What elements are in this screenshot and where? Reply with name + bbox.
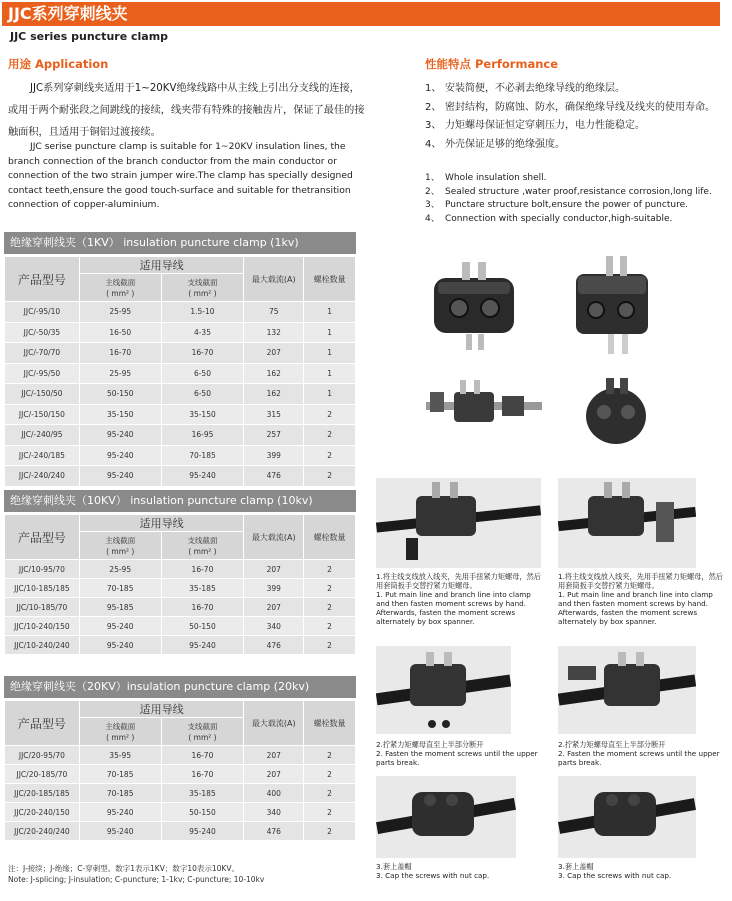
table-cell: 2 <box>304 822 356 841</box>
table-cell: 95-240 <box>79 425 161 446</box>
step2-text-a: 2.拧紧力矩螺母直至上半部分断开 2. Fasten the moment screws until the upper parts break. <box>376 740 538 767</box>
col-conductor: 适用导线 <box>79 257 243 274</box>
table-cell: JJC/-50/35 <box>5 322 80 343</box>
step2-photo-b <box>558 646 696 734</box>
product-photo-1 <box>424 256 544 356</box>
table-cell: 70-185 <box>79 765 161 784</box>
table-cell: 1 <box>304 343 356 364</box>
table-cell: 95-240 <box>161 636 244 655</box>
table-cell: 399 <box>244 579 304 598</box>
table-cell: 162 <box>244 363 304 384</box>
table-cell: 1.5-10 <box>161 302 244 323</box>
table-cell: 95-240 <box>79 617 161 636</box>
table-cell: JJC/10-240/240 <box>5 636 80 655</box>
performance-item: 4、 外壳保证足够的绝缘强度。 <box>425 138 565 150</box>
table-row <box>5 466 356 487</box>
table-cell: 70-185 <box>79 579 161 598</box>
table-cell: 257 <box>244 425 304 446</box>
table-cell: 476 <box>244 466 304 487</box>
application-text-cn: JJC系列穿刺线夹适用于1~20KV绝缘线路中从主线上引出分支线的连接，或用于两个耐张段之间跳线的接续，线夹带有特殊的接触齿片，保证了最佳的接触面积，且适用于铜铝过渡接续。 <box>8 83 365 138</box>
table-row <box>5 803 356 822</box>
table-cell: 476 <box>244 822 304 841</box>
table-cell: 132 <box>244 322 304 343</box>
spec-table-10kv <box>4 514 356 655</box>
table-row <box>5 765 356 784</box>
table-1kv-title: 绝缘穿刺线夹（1KV） insulation puncture clamp (1kv) <box>4 232 356 254</box>
table-cell: 6-50 <box>161 384 244 405</box>
col-model: 产品型号 <box>5 257 80 302</box>
table-cell: 2 <box>304 404 356 425</box>
table-cell: JJC/-95/50 <box>5 363 80 384</box>
product-photo-3 <box>424 372 544 442</box>
table-cell: 400 <box>244 784 304 803</box>
table-20kv-title: 绝缘穿刺线夹（20KV）insulation puncture clamp (20kv) <box>4 676 356 698</box>
table-cell: 95-240 <box>79 466 161 487</box>
table-cell: JJC/-240/185 <box>5 445 80 466</box>
spec-table-20kv <box>4 700 356 841</box>
table-cell: 16-70 <box>161 765 244 784</box>
table-10kv-title: 绝缘穿刺线夹（10KV） insulation puncture clamp (10kv) <box>4 490 356 512</box>
table-cell: 16-70 <box>161 598 244 617</box>
step1-photo-b <box>558 478 696 568</box>
table-cell: 162 <box>244 384 304 405</box>
table-cell: 1 <box>304 302 356 323</box>
col-main: 主线截面 ( mm² ) <box>79 718 161 746</box>
table-row <box>5 560 356 579</box>
step3-photo-a <box>376 776 516 858</box>
performance-item: 1、 安装简便，不必剥去绝缘导线的绝缘层。 <box>425 83 625 94</box>
table-row <box>5 822 356 841</box>
table-cell: 6-50 <box>161 363 244 384</box>
performance-list-cn <box>425 80 725 154</box>
table-cell: 70-185 <box>161 445 244 466</box>
table-row <box>5 636 356 655</box>
col-main: 主线截面 ( mm² ) <box>79 532 161 560</box>
table-cell: 35-185 <box>161 784 244 803</box>
table-cell: 50-150 <box>79 384 161 405</box>
performance-item: 1、 Whole insulation shell. <box>425 173 547 183</box>
table-cell: 340 <box>244 803 304 822</box>
table-cell: 1 <box>304 322 356 343</box>
table-cell: 16-95 <box>161 425 244 446</box>
table-cell: 95-240 <box>79 803 161 822</box>
step2-text-b: 2.拧紧力矩螺母直至上半部分断开 2. Fasten the moment screws until the upper parts break. <box>558 740 720 767</box>
footnote-en: Note: J-splicing; J-insulation; C-puncture; 1-1kv; C-puncture; 10-10kv <box>8 874 265 884</box>
table-cell: 399 <box>244 445 304 466</box>
performance-item: 3、 力矩螺母保证恒定穿刺压力，电力性能稳定。 <box>425 120 645 131</box>
table-cell: JJC/-95/10 <box>5 302 80 323</box>
table-cell: 2 <box>304 636 356 655</box>
table-cell: 2 <box>304 784 356 803</box>
table-cell: 207 <box>244 598 304 617</box>
table-cell: 1 <box>304 384 356 405</box>
table-cell: JJC/20-95/70 <box>5 746 80 765</box>
table-row <box>5 598 356 617</box>
table-cell: 95-240 <box>161 822 244 841</box>
table-cell: JJC/20-240/150 <box>5 803 80 822</box>
spec-table-1kv <box>4 256 356 487</box>
table-cell: 25-95 <box>79 560 161 579</box>
table-cell: 35-95 <box>79 746 161 765</box>
table-cell: JJC/-150/150 <box>5 404 80 425</box>
table-row <box>5 322 356 343</box>
table-cell: 95-240 <box>79 445 161 466</box>
col-bolts: 螺栓数量 <box>304 515 356 560</box>
table-cell: 16-70 <box>79 343 161 364</box>
table-cell: 16-70 <box>161 746 244 765</box>
table-cell: 50-150 <box>161 617 244 636</box>
table-cell: 2 <box>304 598 356 617</box>
table-cell: 25-95 <box>79 363 161 384</box>
table-cell: 2 <box>304 617 356 636</box>
table-cell: 95-240 <box>79 822 161 841</box>
table-cell: JJC/20-185/70 <box>5 765 80 784</box>
table-cell: 1 <box>304 363 356 384</box>
col-main: 主线截面 ( mm² ) <box>79 274 161 302</box>
table-cell: 2 <box>304 445 356 466</box>
table-cell: 95-240 <box>79 636 161 655</box>
footnote-cn: 注：J-接续；J-绝缘；C-穿刺型。数字1表示1KV；数字10表示10KV。 <box>8 864 239 873</box>
page-subtitle: JJC series puncture clamp <box>10 30 169 43</box>
table-row <box>5 579 356 598</box>
table-row <box>5 343 356 364</box>
application-heading: 用途 Application <box>8 57 109 71</box>
table-cell: 2 <box>304 765 356 784</box>
performance-item: 2、 Sealed structure ,water proof,resistance corrosion,long life. <box>425 186 712 197</box>
col-max-current: 最大载流(A) <box>244 257 304 302</box>
table-row <box>5 784 356 803</box>
col-branch: 支线截面 ( mm² ) <box>161 532 244 560</box>
table-cell: 340 <box>244 617 304 636</box>
table-cell: 35-185 <box>161 579 244 598</box>
table-cell: JJC/-150/50 <box>5 384 80 405</box>
step1-text-a: 1.将主线支线放入线夹，先用手扭紧力矩螺母，然后用套筒扳手交替拧紧力矩螺母。 1. Put main line and branch line into clamp and then fasten moment screws by hand. Afterwards, fasten the moment screws alternately by box spanner. <box>376 572 541 626</box>
table-row <box>5 384 356 405</box>
table-row <box>5 363 356 384</box>
table-cell: 207 <box>244 343 304 364</box>
table-cell: JJC/10-185/70 <box>5 598 80 617</box>
table-cell: 75 <box>244 302 304 323</box>
col-branch: 支线截面 ( mm² ) <box>161 718 244 746</box>
step3-photo-b <box>558 776 696 858</box>
table-cell: JJC/20-185/185 <box>5 784 80 803</box>
table-cell: 95-240 <box>161 466 244 487</box>
table-row <box>5 617 356 636</box>
performance-heading: 性能特点 Performance <box>425 57 559 71</box>
performance-list-en <box>425 172 725 226</box>
table-cell: 16-70 <box>161 560 244 579</box>
step2-photo-a <box>376 646 511 734</box>
col-model: 产品型号 <box>5 701 80 746</box>
col-max-current: 最大载流(A) <box>244 701 304 746</box>
col-bolts: 螺栓数量 <box>304 257 356 302</box>
table-cell: 16-70 <box>161 343 244 364</box>
table-cell: 207 <box>244 746 304 765</box>
table-cell: 70-185 <box>79 784 161 803</box>
col-model: 产品型号 <box>5 515 80 560</box>
table-cell: 2 <box>304 803 356 822</box>
table-cell: 2 <box>304 579 356 598</box>
table-row <box>5 425 356 446</box>
table-cell: 16-50 <box>79 322 161 343</box>
table-cell: 2 <box>304 560 356 579</box>
table-cell: 35-150 <box>79 404 161 425</box>
table-row <box>5 746 356 765</box>
performance-item: 3、 Punctare structure bolt,ensure the power of puncture. <box>425 200 688 210</box>
product-photo-2 <box>566 250 676 360</box>
table-row <box>5 445 356 466</box>
col-conductor: 适用导线 <box>79 515 244 532</box>
step3-text-a: 3.套上盖帽 3. Cap the screws with nut cap. <box>376 862 490 880</box>
page-title-bar <box>2 2 720 26</box>
table-row <box>5 302 356 323</box>
performance-item: 4、 Connection with specially conductor,high-suitable. <box>425 213 673 224</box>
col-branch: 支线截面 ( mm² ) <box>161 274 244 302</box>
col-bolts: 螺栓数量 <box>304 701 356 746</box>
step3-text-b: 3.套上盖帽 3. Cap the screws with nut cap. <box>558 862 672 880</box>
table-cell: JJC/10-240/150 <box>5 617 80 636</box>
application-text-en: JJC serise puncture clamp is suitable for 1~20KV insulation lines, the branch connection of the branch conductor from the main conductor or connection of the two strain jumper wire.The clamp has specially designed contact teeth,ensure the good touch-surface and suitable for thetransition connection of copper-aluminium. <box>8 141 353 210</box>
table-cell: JJC/-70/70 <box>5 343 80 364</box>
table-cell: 35-150 <box>161 404 244 425</box>
col-max-current: 最大载流(A) <box>244 515 304 560</box>
table-cell: 2 <box>304 466 356 487</box>
table-cell: 4-35 <box>161 322 244 343</box>
table-cell: JJC/10-185/185 <box>5 579 80 598</box>
table-cell: 207 <box>244 560 304 579</box>
table-cell: 25-95 <box>79 302 161 323</box>
table-cell: 95-185 <box>79 598 161 617</box>
table-cell: 207 <box>244 765 304 784</box>
performance-item: 2、 密封结构，防腐蚀、防水，确保绝缘导线及线夹的使用寿命。 <box>425 101 715 113</box>
step1-photo-a <box>376 478 541 568</box>
col-conductor: 适用导线 <box>79 701 244 718</box>
table-cell: 2 <box>304 746 356 765</box>
step1-text-b: 1.将主线支线放入线夹，先用手扭紧力矩螺母，然后用套筒扳手交替拧紧力矩螺母。 1. Put main line and branch line into clamp and then fasten moment screws by hand. Afterwards, fasten the moment screws alternately by box spanner. <box>558 572 723 626</box>
table-cell: JJC/-240/240 <box>5 466 80 487</box>
table-cell: 315 <box>244 404 304 425</box>
product-photo-4 <box>578 372 658 452</box>
table-cell: 2 <box>304 425 356 446</box>
table-cell: JJC/20-240/240 <box>5 822 80 841</box>
table-row <box>5 404 356 425</box>
table-cell: 50-150 <box>161 803 244 822</box>
table-cell: 476 <box>244 636 304 655</box>
table-cell: JJC/-240/95 <box>5 425 80 446</box>
footnote <box>8 864 264 885</box>
page-title: JJC系列穿刺线夹 <box>8 4 128 23</box>
table-cell: JJC/10-95/70 <box>5 560 80 579</box>
